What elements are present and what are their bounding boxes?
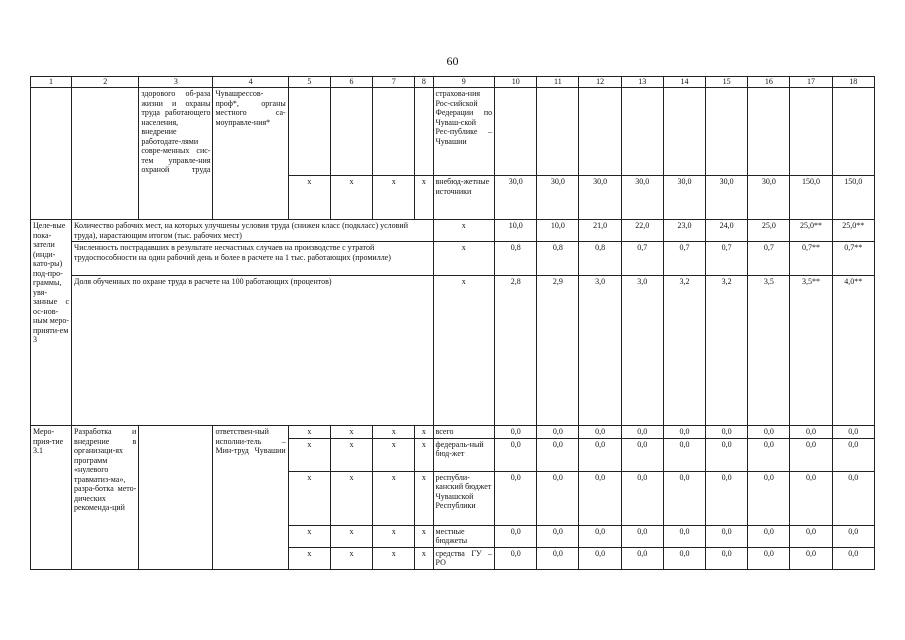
x-mark: x [288,426,330,439]
col-header: 16 [748,77,790,88]
value-cell: 0,0 [621,426,663,439]
x-mark: x [330,426,372,439]
value-cell: 0,0 [706,426,748,439]
x-mark: x [373,547,415,569]
value-cell: 0,0 [663,426,705,439]
indicator-text: Количество рабочих мест, на которых улучшены условия труда (снижен класс (подкласс) условий труда), нарастающим итогом (тыс. рабочих мест) [72,220,433,242]
value-cell: 30,0 [621,176,663,220]
value-cell: 0,0 [537,438,579,471]
x-mark: x [288,547,330,569]
value-cell: 0,0 [537,471,579,525]
empty-cell [330,88,372,176]
value-cell: 0,0 [790,426,832,439]
x-mark: x [415,547,433,569]
value-cell: 0,0 [621,547,663,569]
value-cell: 0,0 [706,438,748,471]
x-mark: x [288,176,330,220]
value-cell: 0,0 [832,426,874,439]
col-header: 1 [31,77,72,88]
x-mark: x [433,242,495,276]
funding-source: федераль-ный бюд-жет [433,438,495,471]
col-header: 15 [706,77,748,88]
value-cell: 3,0 [579,276,621,426]
value-cell: 3,5 [748,276,790,426]
value-cell: 25,0 [748,220,790,242]
value-cell: 0,0 [495,547,537,569]
event-executor: ответствен-ный исполни-тель – Мин-труд Чувашии [213,426,288,570]
col-header: 9 [433,77,495,88]
value-cell: 21,0 [579,220,621,242]
x-mark: x [288,471,330,525]
value-cell: 25,0** [790,220,832,242]
value-cell: 0,0 [748,525,790,547]
value-cell: 0,0 [579,426,621,439]
value-cell: 0,0 [495,438,537,471]
empty-cell [537,88,579,176]
value-cell: 150,0 [832,176,874,220]
value-cell: 0,0 [832,547,874,569]
empty-cell [139,426,213,570]
value-cell: 4,0** [832,276,874,426]
targets-label: Целе-вые пока-затели (инди-като-ры) под-про-граммы, увя-занные с ос-нов-ным меро-прияти-ем 3 [31,220,72,426]
page-number: 60 [446,54,459,68]
x-mark: x [415,525,433,547]
empty-cell [832,88,874,176]
column-number-row [31,77,875,88]
col-header: 2 [72,77,139,88]
value-cell: 0,0 [621,438,663,471]
value-cell: 0,7 [748,242,790,276]
program-table [30,76,875,570]
value-cell: 0,0 [663,547,705,569]
x-mark: x [433,220,495,242]
value-cell: 0,0 [537,426,579,439]
x-mark: x [288,438,330,471]
x-mark: x [373,438,415,471]
x-mark: x [330,471,372,525]
col-header: 18 [832,77,874,88]
empty-cell [373,88,415,176]
funding-source: местные бюджеты [433,525,495,547]
value-cell: 0,7** [790,242,832,276]
x-mark: x [373,426,415,439]
value-cell: 0,8 [579,242,621,276]
col-header: 4 [213,77,288,88]
value-cell: 150,0 [790,176,832,220]
funding-source: республи-канский бюджет Чувашской Республики [433,471,495,525]
value-cell: 2,9 [537,276,579,426]
funding-source: средства ГУ – РО [433,547,495,569]
value-cell: 0,0 [621,471,663,525]
value-cell: 0,0 [579,438,621,471]
empty-cell [415,88,433,176]
col-header: 13 [621,77,663,88]
value-cell: 0,0 [832,471,874,525]
value-cell: 0,0 [663,471,705,525]
value-cell: 0,0 [663,438,705,471]
value-cell: 0,0 [748,426,790,439]
empty-cell [31,88,72,220]
col-header: 6 [330,77,372,88]
value-cell: 0,0 [832,525,874,547]
x-mark: x [373,525,415,547]
col-header: 11 [537,77,579,88]
value-cell: 30,0 [748,176,790,220]
value-cell: 0,7 [663,242,705,276]
value-cell: 0,0 [748,471,790,525]
value-cell: 3,0 [621,276,663,426]
value-cell: 0,0 [579,525,621,547]
x-mark: x [415,426,433,439]
block1-source-a: страхова-ния Рос-сийской Федерации по Чуваш-ской Рес-публике – Чувашии [433,88,495,176]
block1-goal-text: здорового об-раза жизни и охраны труда работающего населения, внедрение работодате-лями совре-менных сис-тем управле-ния охраной труда [139,88,213,220]
empty-cell [72,88,139,220]
value-cell: 30,0 [706,176,748,220]
x-mark: x [330,547,372,569]
block1-executors: Чувашрессов-проф*, органы местного са-моуправле-ния* [213,88,288,220]
value-cell: 0,7 [621,242,663,276]
value-cell: 0,0 [706,525,748,547]
empty-cell [579,88,621,176]
value-cell: 0,7 [706,242,748,276]
value-cell: 0,0 [495,525,537,547]
col-header: 17 [790,77,832,88]
empty-cell [748,88,790,176]
x-mark: x [330,438,372,471]
value-cell: 3,2 [706,276,748,426]
event-label: Меро-прия-тие 3.1 [31,426,72,570]
col-header: 14 [663,77,705,88]
value-cell: 0,0 [495,471,537,525]
event-row [31,426,875,439]
x-mark: x [415,176,433,220]
value-cell: 0,0 [790,525,832,547]
indicator-text: Численность пострадавших в результате несчастных случаев на производстве с утратой трудоспособности на один рабочий день и более в расчете на 1 тыс. работающих (промилле) [72,242,433,276]
value-cell: 24,0 [706,220,748,242]
x-mark: x [373,471,415,525]
value-cell: 25,0** [832,220,874,242]
value-cell: 0,0 [537,525,579,547]
empty-cell [663,88,705,176]
value-cell: 22,0 [621,220,663,242]
x-mark: x [415,438,433,471]
value-cell: 2,8 [495,276,537,426]
indicator-row [31,276,875,426]
value-cell: 0,0 [579,547,621,569]
value-cell: 0,0 [748,438,790,471]
value-cell: 10,0 [495,220,537,242]
value-cell: 0,0 [495,426,537,439]
value-cell: 30,0 [495,176,537,220]
col-header: 3 [139,77,213,88]
funding-source: всего [433,426,495,439]
value-cell: 0,0 [790,438,832,471]
x-mark: x [415,471,433,525]
empty-cell [790,88,832,176]
continuation-row-a [31,88,875,176]
empty-cell [621,88,663,176]
value-cell: 0,0 [790,471,832,525]
value-cell: 0,0 [537,547,579,569]
col-header: 12 [579,77,621,88]
value-cell: 0,0 [832,438,874,471]
value-cell: 23,0 [663,220,705,242]
x-mark: x [330,525,372,547]
value-cell: 30,0 [579,176,621,220]
value-cell: 3,2 [663,276,705,426]
value-cell: 30,0 [537,176,579,220]
indicator-row [31,220,875,242]
indicator-text: Доля обученных по охране труда в расчете на 100 работающих (процентов) [72,276,433,426]
value-cell: 0,0 [621,525,663,547]
col-header: 5 [288,77,330,88]
col-header: 7 [373,77,415,88]
value-cell: 0,8 [495,242,537,276]
value-cell: 0,0 [790,547,832,569]
value-cell: 10,0 [537,220,579,242]
col-header: 8 [415,77,433,88]
block1-source-b: внебюд-жетные источники [433,176,495,220]
value-cell: 0,0 [579,471,621,525]
event-description: Разработка и внедрение в организаци-ях программ «нулевого травматиз-ма», разра-ботка мето-дических рекоменда-ций [72,426,139,570]
x-mark: x [288,525,330,547]
empty-cell [495,88,537,176]
value-cell: 0,7** [832,242,874,276]
value-cell: 30,0 [663,176,705,220]
empty-cell [706,88,748,176]
x-mark: x [433,276,495,426]
indicator-row [31,242,875,276]
value-cell: 3,5** [790,276,832,426]
value-cell: 0,0 [748,547,790,569]
col-header: 10 [495,77,537,88]
value-cell: 0,8 [537,242,579,276]
value-cell: 0,0 [663,525,705,547]
x-mark: x [373,176,415,220]
x-mark: x [330,176,372,220]
value-cell: 0,0 [706,471,748,525]
value-cell: 0,0 [706,547,748,569]
empty-cell [288,88,330,176]
